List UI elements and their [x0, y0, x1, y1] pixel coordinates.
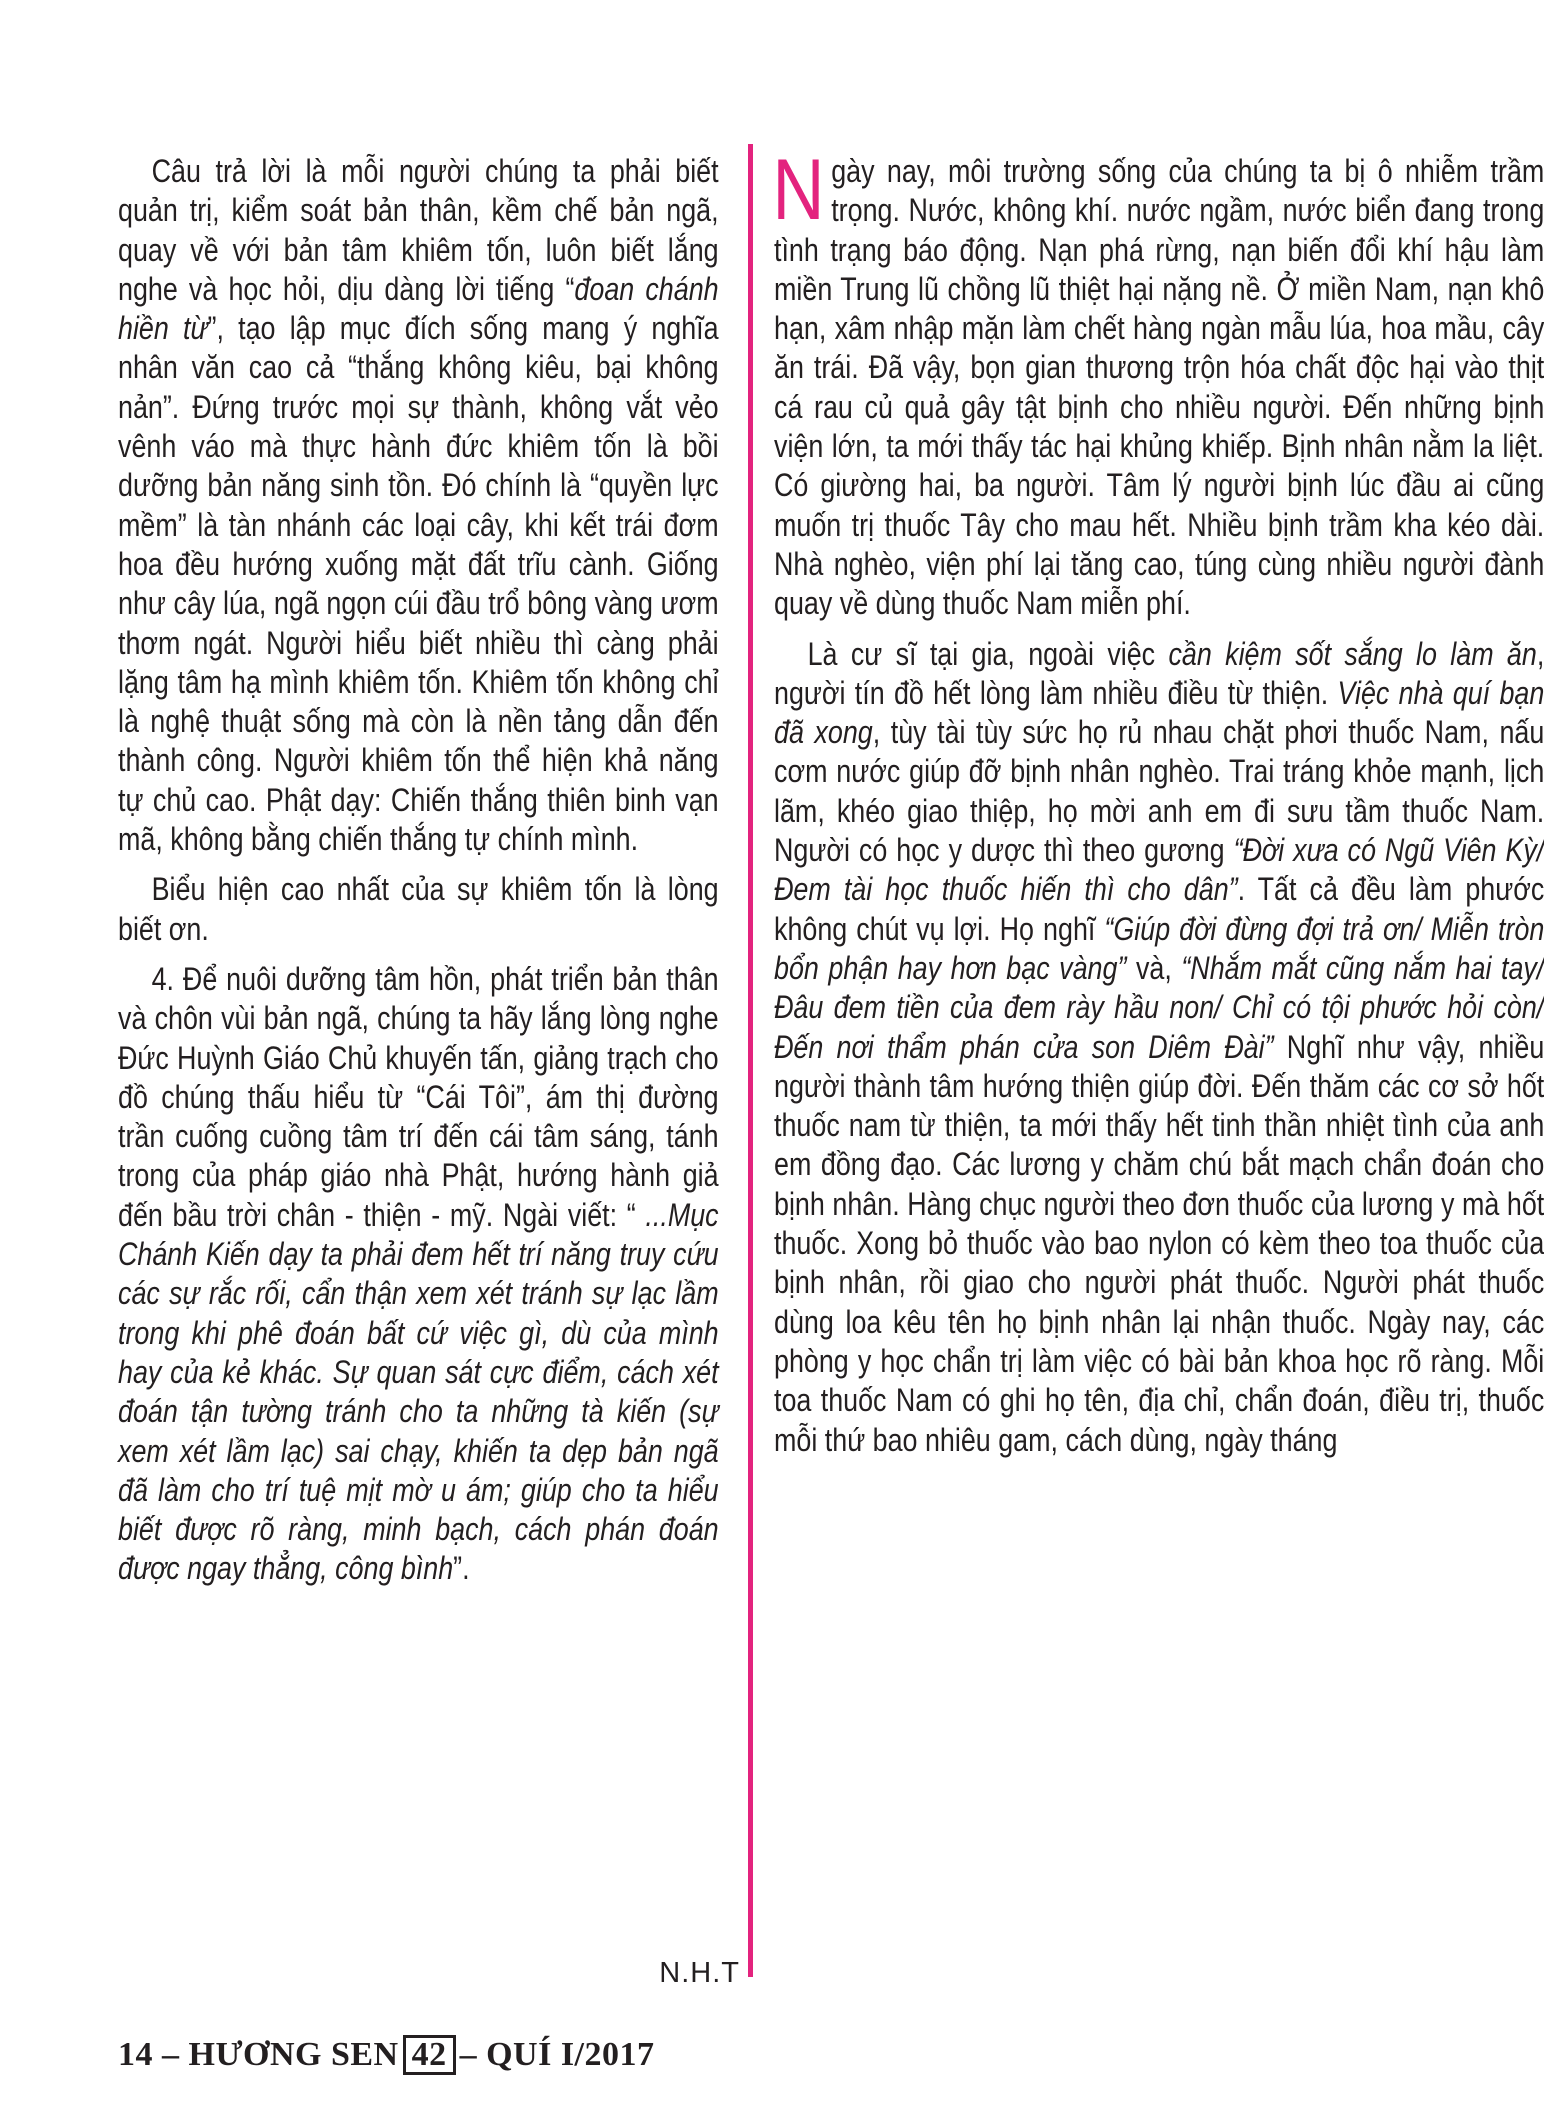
drop-cap: N	[772, 142, 825, 238]
text: Nghĩ như vậy, nhiều người thành tâm hướng thiện giúp đời. Đến thăm các cơ sở hốt thuốc nam từ thiện, ta mới thấy hết tinh thần nhiệt tình của anh em đồng đạo. Các lương y chăm chú bắt mạch chẩn đoán cho bịnh nhân. Hàng chục người theo đơn thuốc của lương y mà hốt thuốc. Xong bỏ thuốc vào bao nylon có kèm theo toa thuốc của bịnh nhân, rồi giao cho người phát thuốc. Người phát thuốc dùng loa kêu tên họ bịnh nhân lại nhận thuốc. Ngày nay, các phòng y học chẩn trị làm việc có bài bản khoa học rõ ràng. Mỗi toa thuốc Nam có ghi họ tên, địa chỉ, chẩn đoán, điều trị, thuốc mỗi thứ bao nhiêu gam, cách dùng, ngày tháng	[774, 1028, 1544, 1458]
magazine-title: HƯƠNG SEN	[188, 2036, 399, 2073]
text: ”, tạo lập mục đích sống mang ý nghĩa nhân văn cao cả “thắng không kiêu, bại không nản”. Đứng trước mọi sự thành, không vắt vẻo vênh váo mà thực hành đức khiêm tốn là bồi dưỡng bản năng sinh tồn. Đó chính là “quyền lực mềm” là tàn nhánh các loại cây, khi kết trái đơm hoa đều hướng xuống mặt đất trĩu cành. Giống như cây lúa, ngã ngọn cúi đầu trổ bông vàng ươm thơm ngát. Người hiểu biết nhiều thì càng phải lặng tâm hạ mình khiêm tốn. Khiêm tốn không chỉ là nghệ thuật sống mà còn là nền tảng dẫn đến thành công. Người khiêm tốn thể hiện khả năng tự chủ cao. Phật dạy: Chiến thắng thiên binh vạn mã, không bằng chiến thắng tự chính mình.	[118, 310, 719, 858]
italic-quote: “Giúp đời đừng đợi trả ơn/ Miễn tròn bổn phận hay hơn bạc vàng”	[774, 910, 1544, 986]
left-column	[118, 152, 719, 1589]
text: , tùy tài tùy sức họ rủ nhau chặt phơi thuốc Nam, nấu cơm nước giúp đỡ bịnh nhân nghèo. Trai tráng khỏe mạnh, lịch lãm, khéo giao thiệp, họ mời anh em đi sưu tầm thuốc Nam. Người có học y dược thì theo gương	[774, 714, 1544, 869]
left-paragraph-3	[118, 960, 719, 1589]
text: Câu trả lời là mỗi người chúng ta phải biết quản trị, kiểm soát bản thân, kềm chế bản ngã, quay về với bản tâm khiêm tốn, luôn biết lắng nghe và học hỏi, dịu dàng lời tiếng “	[118, 153, 719, 307]
right-paragraph-2	[774, 635, 1544, 1460]
italic-phrase: Việc nhà quí bạn đã xong	[774, 674, 1544, 751]
page-footer	[118, 2035, 655, 2075]
left-paragraph-2: Biểu hiện cao nhất của sự khiêm tốn là lòng biết ơn.	[118, 871, 719, 947]
separator: –	[459, 2036, 478, 2073]
author-signature: N.H.T	[659, 1957, 740, 1989]
issue-number: 42	[403, 2035, 456, 2075]
italic-phrase: cần kiệm sốt sắng lo làm ăn	[1168, 635, 1537, 672]
left-paragraph-1	[118, 152, 719, 859]
italic-quote: ...Mục Chánh Kiến dạy ta phải đem hết trí năng truy cứu các sự rắc rối, cẩn thận xem xét tránh sự lạc lầm trong khi phê đoán bất cứ việc gì, dù của mình hay của kẻ khác. Sự quan sát cực điểm, cách xét đoán tận tường tránh cho ta những tà kiến (sự xem xét lầm lạc) sai chạy, khiến ta dẹp bản ngã đã làm cho trí tuệ mịt mờ u ám; giúp cho ta hiểu biết được rõ ràng, minh bạch, cách phán đoán được ngay thẳng, công bình	[118, 1196, 719, 1587]
text: Là cư sĩ tại gia, ngoài việc	[807, 635, 1169, 672]
page-number: 14	[118, 2036, 153, 2073]
separator: –	[162, 2036, 180, 2073]
text: , người tín đồ hết lòng làm nhiều điều từ thiện.	[774, 635, 1544, 711]
right-column	[772, 142, 1544, 1460]
quarter-label: QUÍ I/2017	[486, 2036, 655, 2073]
italic-quote: “Nhắm mắt cũng nắm hai tay/ Đâu đem tiền của đem rày hầu non/ Chỉ có tội phước hỏi còn/ Đến nơi thẩm phán cửa son Diêm Đài”	[774, 949, 1544, 1065]
text: gày nay, môi trường sống của chúng ta bị ô nhiễm trầm trọng. Nước, không khí. nước ngầm, nước biển đang trong tình trạng báo động. Nạn phá rừng, nạn biến đổi khí hậu làm miền Trung lũ chồng lũ thiệt hại nặng nề. Ở miền Nam, nạn khô hạn, xâm nhập mặn làm chết hàng ngàn mẫu lúa, hoa mầu, cây ăn trái. Đã vậy, bọn gian thương trộn hóa chất độc hại vào thịt cá rau củ quả gây tật bịnh cho nhiều người. Đến những bịnh viện lớn, ta mới thấy tác hại khủng khiếp. Bịnh nhân nằm la liệt. Có giường hai, ba người. Tâm lý người bịnh lúc đầu ai cũng muốn trị thuốc Tây cho mau hết. Nhiều bịnh trầm kha kéo dài. Nhà nghèo, viện phí lại tăng cao, túng cùng nhiều người đành quay về dùng thuốc Nam miễn phí.	[774, 153, 1544, 622]
italic-quote: đoan chánh hiền từ	[118, 270, 719, 347]
text: ”.	[453, 1550, 470, 1587]
right-paragraph-1	[772, 142, 1544, 624]
italic-quote: “Đời xưa có Ngũ Viên Kỳ/Đem tài học thuốc hiến thì cho dân”	[774, 832, 1544, 908]
text: và,	[1126, 949, 1182, 986]
text: 4. Để nuôi dưỡng tâm hồn, phát triển bản thân và chôn vùi bản ngã, chúng ta hãy lắng lòng nghe Đức Huỳnh Giáo Chủ khuyến tấn, giảng trạch cho đồ chúng thấu hiểu từ “Cái Tôi”, ám thị đường trần cuống cuồng tâm trí đến cái tâm sáng, tánh trong của pháp giáo nhà Phật, hướng hành giả đến bầu trời chân - thiện - mỹ. Ngài viết: “	[118, 960, 719, 1233]
column-divider	[748, 144, 753, 1977]
text: . Tất cả đều làm phước không chút vụ lợi. Họ nghĩ	[774, 871, 1544, 947]
